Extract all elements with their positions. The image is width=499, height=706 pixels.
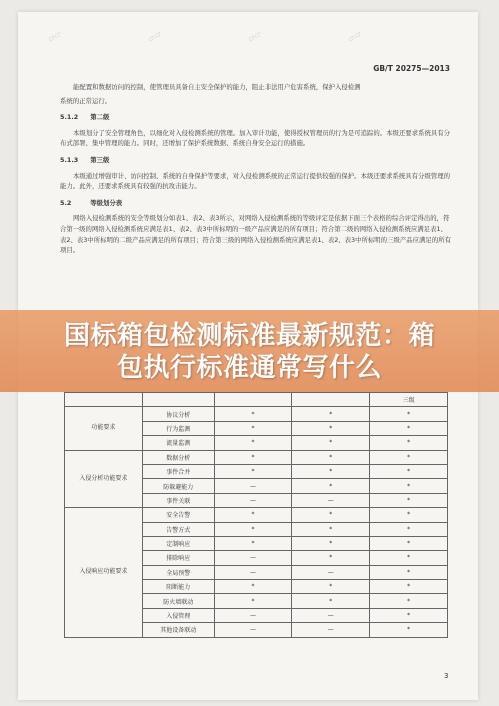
page-number: 3 [444, 672, 449, 680]
item-cell: 排除响应 [142, 551, 214, 565]
watermark: ▱▱ [346, 29, 364, 45]
grade1-cell: * [214, 508, 292, 522]
grade2-cell: * [292, 479, 370, 493]
grade-table [64, 392, 448, 638]
grade3-cell: * [370, 436, 448, 450]
item-cell: 全局预警 [142, 565, 214, 579]
grade1-cell: * [214, 536, 292, 550]
grade2-cell: * [292, 580, 370, 594]
section-body: 本级通过增强审计、访问控制、系统的自身保护等要求，对入侵检测系统的正常运行提供较强的保护。本级还要求系统具有分级管理的能力。此外，还要求系统具有较强的抗攻击能力。 [60, 171, 451, 191]
grade2-cell: * [292, 450, 370, 464]
grade2-cell: * [292, 594, 370, 608]
grade3-cell: * [370, 522, 448, 536]
header-cell-grade3: 三级 [370, 393, 448, 407]
section-body: 网络入侵检测系统的安全等级划分如表1、表2、表3所示，对网络入侵检测系统的等级评定是依据下面三个表格的综合评定得出的，符合第一级的网络入侵检测系统应满足表1、表2、表3中所标明的一级产品应满足的所有项目；符合第二级的网络入侵检测系统应满足表1、表2、表3中所标明的二级产品应满足的所有项目；符合第三级的网络入侵检测系统应满足表1、表2、表3中所标明的三级产品应满足的所有项目。 [60, 214, 451, 255]
section-title: 等级划分表 [90, 198, 123, 207]
item-cell: 告警方式 [142, 522, 214, 536]
header-cell [142, 393, 214, 407]
section-body: 本级划分了安全管理角色，以细化对入侵检测系统的管理。加入审计功能，使得授权管理员的行为是可追踪的。本级还要求系统具有分布式部署、集中管理的能力。同时，还增加了保护系统数据、系统自身安全运行的措施。 [60, 128, 451, 148]
grade1-cell: * [214, 522, 292, 536]
grade1-cell: — [214, 479, 292, 493]
category-cell: 入侵分析功能要求 [65, 450, 143, 508]
grade2-cell: * [292, 522, 370, 536]
table-row [65, 450, 448, 464]
section-number: 5.1.2 [60, 113, 79, 122]
grade1-cell: * [214, 580, 292, 594]
banner-title [0, 320, 499, 384]
section-heading [60, 155, 452, 166]
item-cell: 安全告警 [142, 508, 214, 522]
grade3-cell: * [370, 450, 448, 464]
grade3-cell: * [370, 594, 448, 608]
grade1-cell: * [214, 407, 292, 421]
item-cell: 防火墙联动 [142, 594, 214, 608]
category-cell: 入侵响应功能要求 [65, 508, 143, 638]
watermark: ▱▱ [246, 29, 264, 45]
grade2-cell: — [292, 493, 370, 507]
grade2-cell: — [292, 623, 370, 637]
header-cell [292, 393, 370, 407]
grade3-cell: * [370, 565, 448, 579]
grade1-cell: * [214, 421, 292, 435]
grade1-cell: — [214, 608, 292, 622]
grade1-cell: — [214, 551, 292, 565]
grade1-cell: — [214, 623, 292, 637]
grade3-cell: * [370, 508, 448, 522]
grade1-cell: * [214, 436, 292, 450]
item-cell: 入侵管理 [142, 608, 214, 622]
item-cell: 协议分析 [142, 407, 214, 421]
banner-line-2: 包执行标准通常写什么 [116, 353, 382, 383]
grade3-cell: * [370, 608, 448, 622]
intro-line-1: 能配置和数据访问的控制，使管理员具备自主安全保护的能力，阻止非法用户危害系统，保护入侵检测 [73, 83, 361, 91]
grade3-cell: * [370, 421, 448, 435]
table-header-row [65, 393, 448, 407]
item-cell: 阻断能力 [142, 580, 214, 594]
grade1-cell: — [214, 565, 292, 579]
item-cell: 其他设备联动 [142, 623, 214, 637]
item-cell: 事件合并 [142, 464, 214, 478]
grade2-cell: — [292, 565, 370, 579]
item-cell: 数据分析 [142, 450, 214, 464]
header-cell [214, 393, 292, 407]
table-row [65, 508, 448, 522]
intro-text [60, 82, 452, 259]
watermark: ▱▱ [46, 29, 64, 45]
grade3-cell: * [370, 536, 448, 550]
grade1-cell: * [214, 450, 292, 464]
grade2-cell: * [292, 536, 370, 550]
standard-code: GB/T 20275—2013 [373, 64, 450, 73]
category-cell: 功能要求 [65, 407, 143, 450]
grade3-cell: * [370, 623, 448, 637]
section-title: 第二级 [90, 113, 110, 122]
watermark: ▱▱ [146, 29, 164, 45]
section-number: 5.2 [60, 198, 72, 207]
grade2-cell: * [292, 508, 370, 522]
section-heading [60, 198, 452, 209]
item-cell: 定制响应 [142, 536, 214, 550]
grade2-cell: * [292, 407, 370, 421]
item-cell: 行为监测 [142, 421, 214, 435]
grade1-cell: — [214, 493, 292, 507]
grade2-cell: — [292, 608, 370, 622]
grade3-cell: * [370, 493, 448, 507]
grade3-cell: * [370, 551, 448, 565]
item-cell: 流量监测 [142, 436, 214, 450]
grade3-cell: * [370, 407, 448, 421]
grade1-cell: * [214, 594, 292, 608]
grade3-cell: * [370, 464, 448, 478]
section-title: 第三级 [90, 155, 110, 164]
grade2-cell: * [292, 436, 370, 450]
grade2-cell: * [292, 464, 370, 478]
header-cell [65, 393, 143, 407]
title-banner [0, 310, 499, 392]
grade2-cell: * [292, 551, 370, 565]
intro-line-2: 系统的正常运行。 [60, 96, 112, 105]
item-cell: 事件关联 [142, 493, 214, 507]
section-number: 5.1.3 [60, 155, 79, 164]
section-heading [60, 112, 452, 123]
grade2-cell: * [292, 421, 370, 435]
table-row [65, 407, 448, 421]
grade3-cell: * [370, 580, 448, 594]
grade1-cell: * [214, 464, 292, 478]
grade3-cell: * [370, 479, 448, 493]
banner-line-1: 国标箱包检测标准最新规范：箱 [63, 321, 435, 351]
item-cell: 防躲避能力 [142, 479, 214, 493]
